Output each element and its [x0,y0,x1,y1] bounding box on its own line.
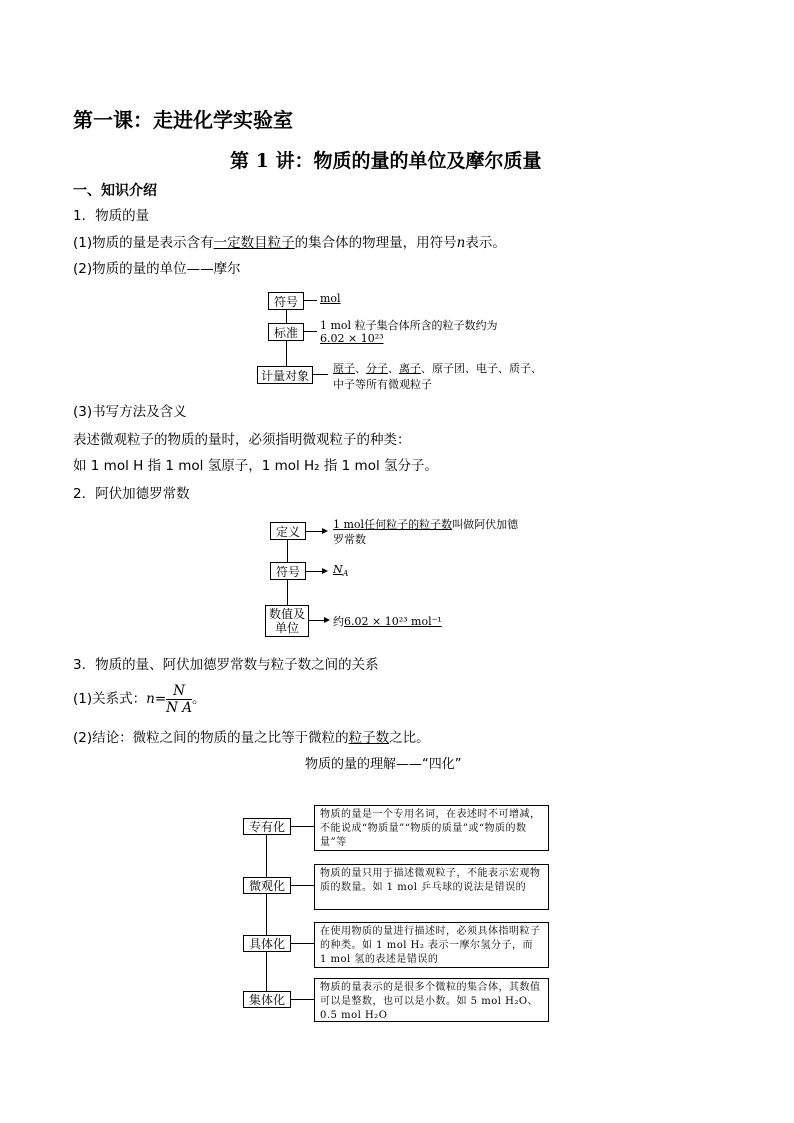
item1-2-text: (2)物质的量的单位——摩尔 [73,261,241,277]
item3-heading: 3．物质的量、阿伏加德罗常数与粒子数之间的关系 [73,657,379,673]
diag1-box-symbol: 符号 [268,292,304,310]
diag1-box-standard: 标准 [268,323,304,341]
diag1-object-line1: 原子、分子、离子、原子团、电子、质子、 [333,362,542,375]
diag3-label-3: 集体化 [243,991,291,1008]
diag1-box-object: 计量对象 [257,366,313,384]
item2-heading: 2．阿伏加德罗常数 [73,486,190,502]
diag3-label-1: 微观化 [243,877,291,894]
diag3-label-0: 专有化 [243,818,291,835]
diag2-definition-text: 1 mol任何粒子的粒子数叫做阿伏加德 [333,518,519,531]
item1-3-heading: (3)书写方法及含义 [73,404,187,420]
diag3-text-1: 物质的量只用于描述微观粒子，不能表示宏观物质的数量。如 1 mol 乒乓球的说法是错误的 [314,864,549,910]
diag2-box-definition: 定义 [270,522,306,540]
item1-3-para2: 如 1 mol H 指 1 mol 氢原子，1 mol H₂ 指 1 mol 氢分子。 [73,458,439,474]
diag1-standard-text: 1 mol 粒子集合体所含的粒子数约为 [320,319,498,332]
diag2-value-text: 约6.02 × 10²³ mol⁻¹ [333,615,442,628]
diag2-box-symbol: 符号 [270,562,306,580]
item1-1-text: (1)物质的量是表示含有一定数目粒子的集合体的物理量，用符号n表示。 [73,235,506,251]
diag2-definition-line2: 罗常数 [333,533,366,546]
diag1-symbol-text: mol [320,292,341,305]
diag2-symbol-text: $N_A$ [333,563,349,579]
item3-1-formula: (1)关系式：n= $\frac{N}{\text{N A}}$ 。 [73,682,206,716]
four-aspects-title: 物质的量的理解——“四化” [305,757,462,772]
diag3-text-2: 在使用物质的量进行描述时，必须具体指明粒子的种类。如 1 mol H₂ 表示一摩尔氢分子，而 1 mol 氢的表述是错误的 [314,922,549,968]
diag1-object-line2: 中子等所有微观粒子 [333,378,432,391]
diag3-label-2: 具体化 [243,935,291,952]
page-title: 第一课：走进化学实验室 [73,108,293,132]
item3-2-text: (2)结论：微粒之间的物质的量之比等于微粒的粒子数之比。 [73,730,430,746]
diag1-standard-value: 6.02 × 10²³ [320,332,384,345]
diag3-text-3: 物质的量表示的是很多个微粒的集合体，其数值可以是整数，也可以是小数。如 5 mol H₂O、0.5 mol H₂O [314,978,549,1022]
item1-3-para1: 表述微观粒子的物质的量时，必须指明微观粒子的种类： [73,432,411,448]
lesson-title: 第 1 讲：物质的量的单位及摩尔质量 [230,150,542,172]
section-heading: 一、知识介绍 [73,183,157,199]
diag3-text-0: 物质的量是一个专用名词，在表述时不可增减，不能说成“物质量”“物质的质量”或“物质的数量”等 [314,805,549,851]
item1-heading: 1．物质的量 [73,208,150,224]
diag2-box-value: 数值及 单位 [265,605,309,637]
